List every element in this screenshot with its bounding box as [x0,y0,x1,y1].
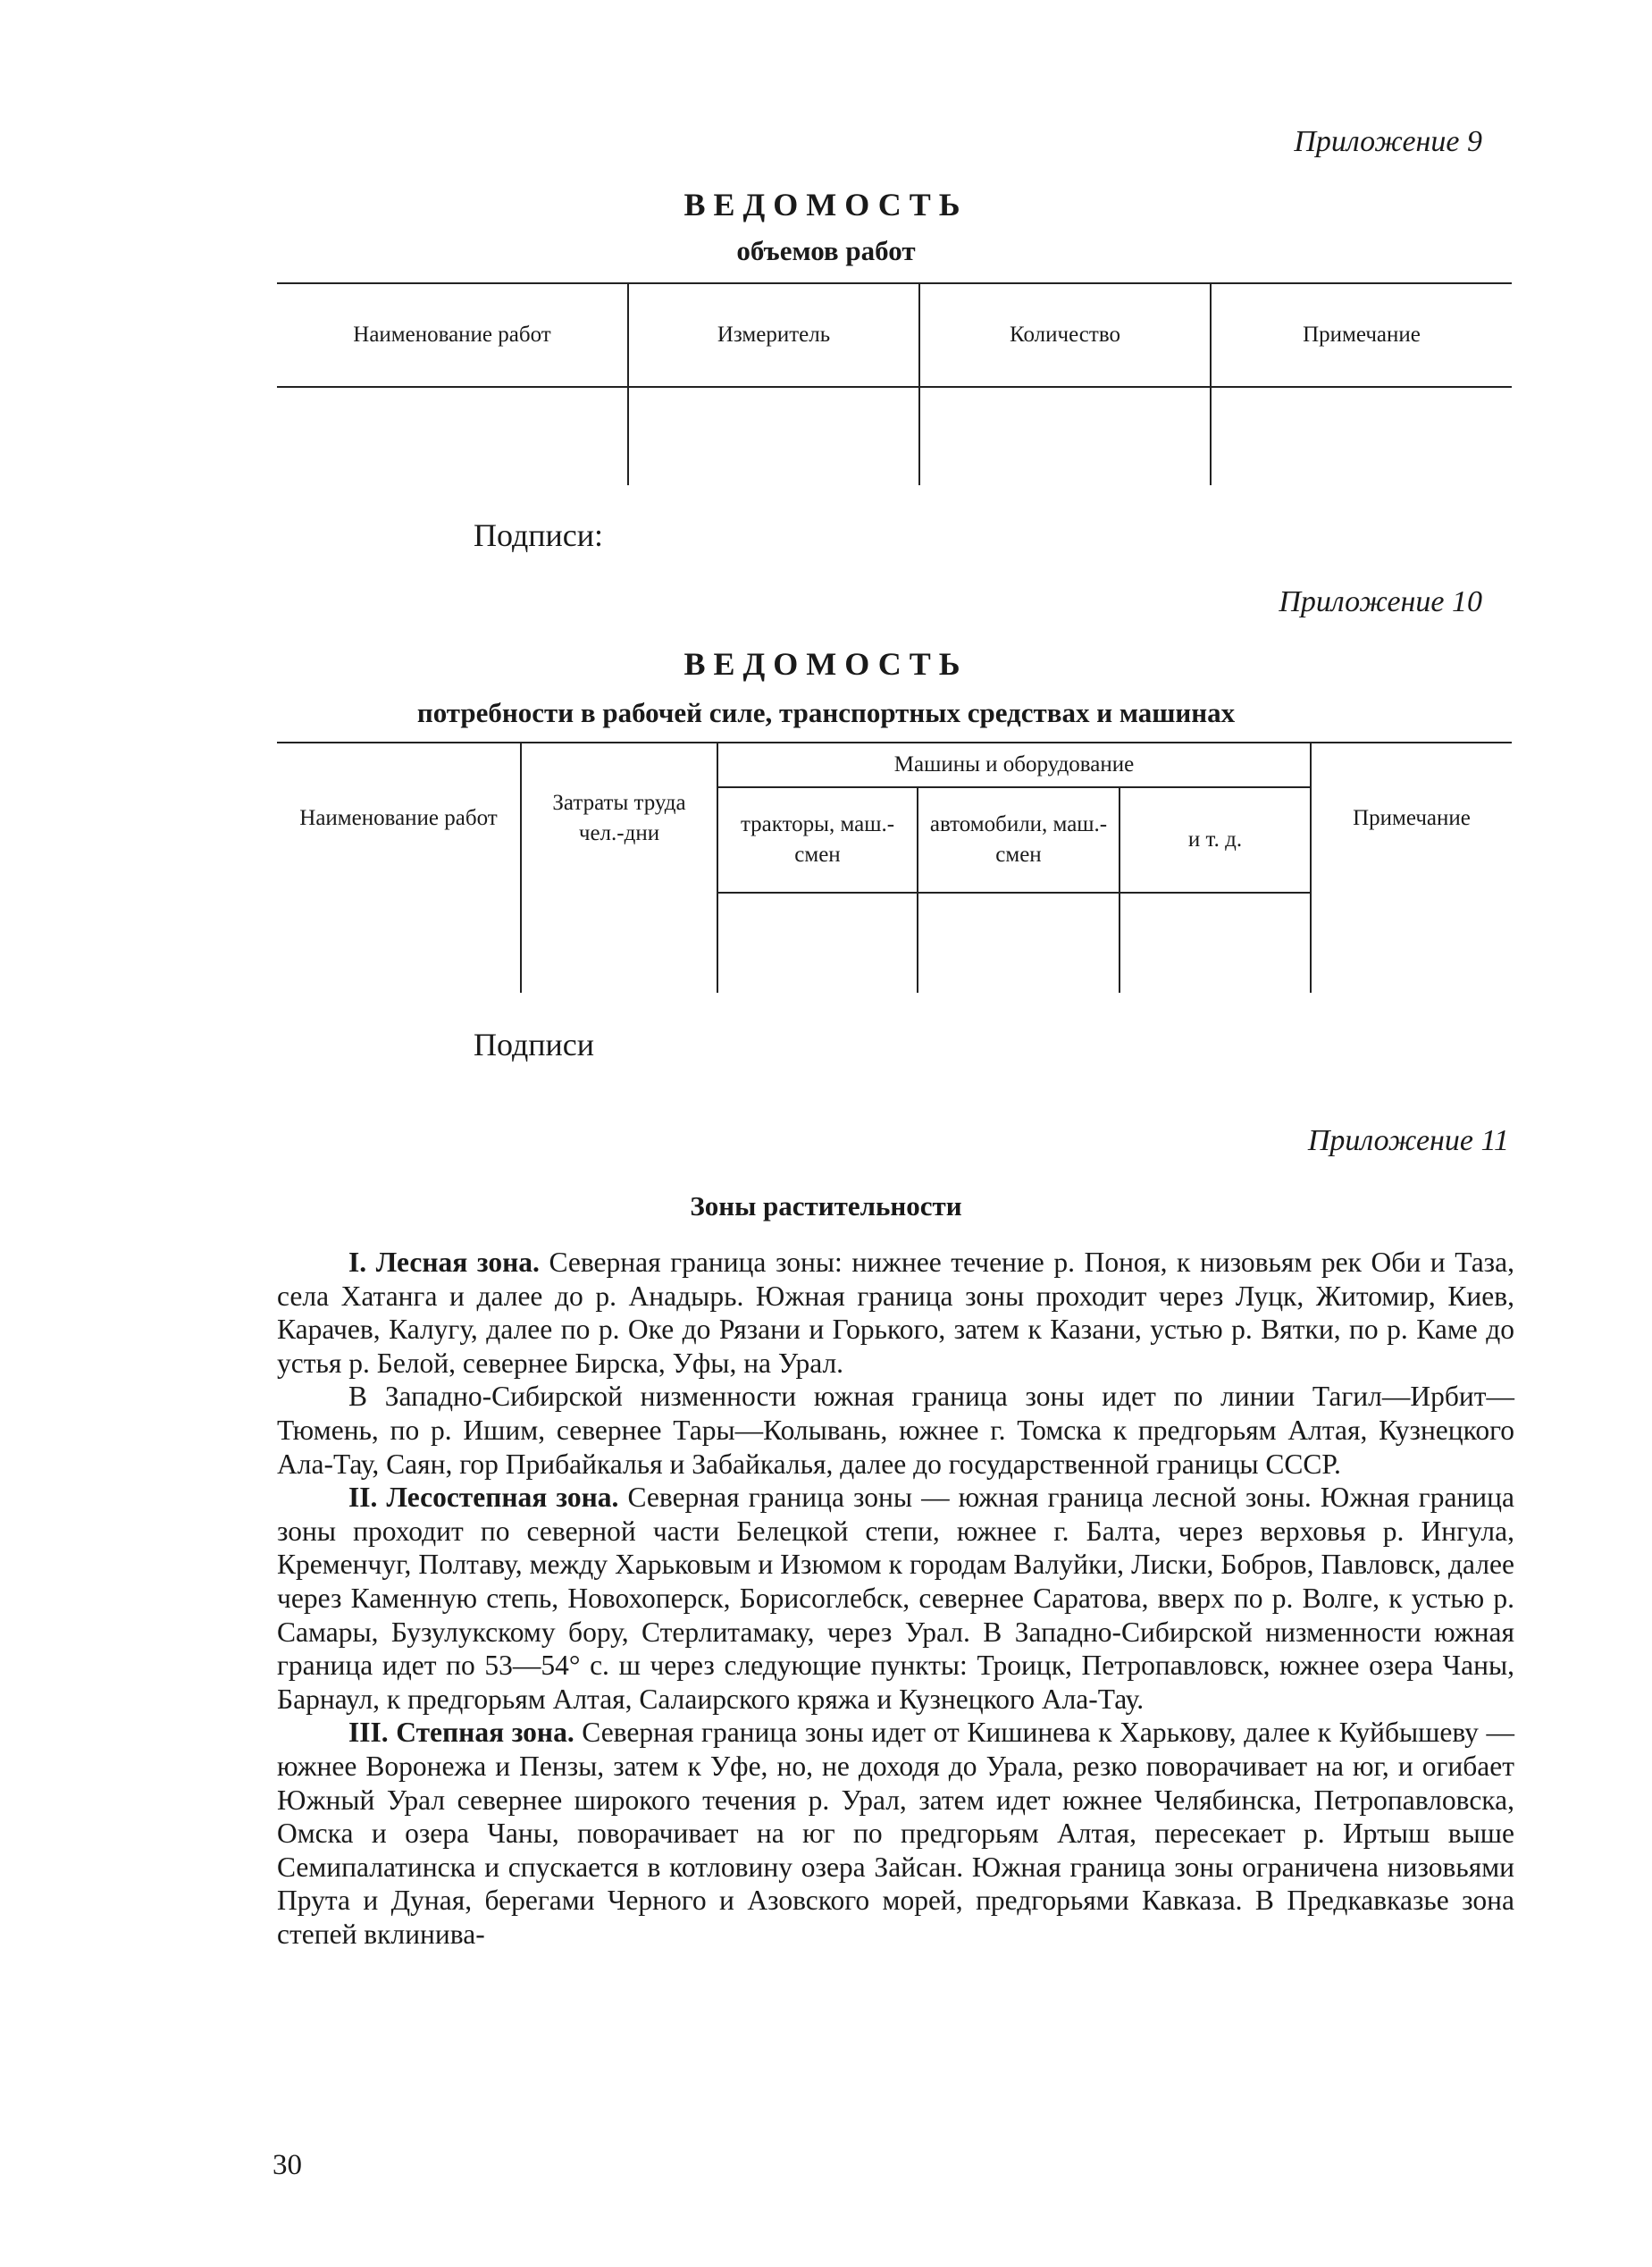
column-header: и т. д. [1120,787,1311,893]
signatures-label: Подписи [474,1027,595,1062]
column-header: Наименование работ [277,283,628,387]
column-header: Примечание [1311,743,1512,893]
signatures-label: Подписи: [474,517,604,553]
table-row [277,387,1512,485]
appendix-9-subtitle: объемов работ [736,235,916,266]
paragraph-heading: II. Лесостепная зона. [348,1482,619,1514]
paragraph-text: В Западно-Сибирской низменности южная граница зоны идет по линии Тагил—Ирбит—Тюмень, по р. Ишим, севернее Тары—Колывань, южнее г. Томска к предгорьям Алтая, Кузнецкого Ала-Тау, Саян, гор Прибайкалья и Забайкалья, далее до государственной границы СССР. [277,1381,1514,1480]
table-cell [919,387,1211,485]
column-group-header: Машины и оборудование [717,743,1311,787]
appendix-11-label: Приложение 11 [1307,1124,1509,1157]
table-cell [277,387,628,485]
paragraph-heading: III. Степная зона. [348,1717,574,1749]
table-cell [918,893,1120,993]
works-volume-table [277,282,1512,485]
zones-body [277,1246,1514,1951]
table-cell [277,893,521,993]
paragraph-steppe-zone [277,1716,1514,1951]
page-number: 30 [273,2149,302,2181]
column-header: Наименование работ [277,743,521,893]
appendix-9-title: ВЕДОМОСТЬ [683,187,969,223]
column-header: Затраты труда чел.-дни [521,743,717,893]
paragraph-west-siberia [277,1380,1514,1481]
paragraph-forest-zone [277,1246,1514,1380]
column-header: тракторы, маш.-смен [717,787,918,893]
appendix-9-label: Приложение 9 [1294,125,1482,158]
paragraph-text: Северная граница зоны — южная граница лесной зоны. Южная граница зоны проходит по северной части Белецкой степи, южнее г. Балта, через верховья р. Ингула, Кременчуг, Полтаву, между Харьковым и Изюмом к городам Валуйки, Лиски, Бобров, Павловск, далее через Каменную степь, Новохоперск, Борисоглебск, севернее Саратова, вверх по р. Волге, к устью р. Самары, Бузулукскому бору, Стерлитамаку, через Урал. В Западно-Сибирской низменности южная граница идет по 53—54° с. ш через следующие пункты: Троицк, Петропавловск, южнее озера Чаны, Барнаул, к предгорьям Алтая, Салаирского кряжа и Кузнецкого Ала-Тау. [277,1482,1515,1715]
table-cell [1311,893,1512,993]
appendix-10-subtitle: потребности в рабочей силе, транспортных средствах и машинах [416,697,1236,728]
table-row [277,893,1512,993]
column-header: Примечание [1211,283,1512,387]
appendix-10-label: Приложение 10 [1279,585,1482,618]
table-cell [521,893,717,993]
column-header: Измеритель [628,283,919,387]
appendix-10-title: ВЕДОМОСТЬ [683,646,969,682]
paragraph-text: Северная граница зоны: нижнее течение р. Поноя, к низовьям рек Оби и Таза, села Хатанга и далее до р. Анадырь. Южная граница зоны проходит через Луцк, Житомир, Киев, Карачев, Калугу, далее по р. Оке до Рязани и Горького, затем к Казани, устью р. Вятки, по р. Каме до устья р. Белой, севернее Бирска, Уфы, на Урал. [277,1247,1514,1379]
paragraph-heading: I. Лесная зона. [348,1247,540,1278]
paragraph-text: Северная граница зоны идет от Кишинева к Харькову, далее к Куйбышеву — южнее Воронежа и Пензы, затем к Уфе, но, не доходя до Урала, резко поворачивает на юг, и огибает Южный Урал севернее широкого течения р. Урал, затем идет южнее Челябинска, Петропавловска, Омска и озера Чаны, поворачивает на юг по предгорьям Алтая, пересекает р. Иртыш выше Семипалатинска и спускается в котловину озера Зайсан. Южная граница зоны ограничена низовьями Прута и Дуная, берегами Черного и Азовского морей, предгорьями Кавказа. В Предкавказье зона степей вклинива- [277,1717,1515,1950]
table-cell [628,387,919,485]
table-cell [1120,893,1311,993]
column-header: автомобили, маш.-смен [918,787,1120,893]
table-cell [717,893,918,993]
zones-title: Зоны растительности [690,1190,962,1222]
resources-need-table [277,742,1512,993]
table-cell [1211,387,1512,485]
paragraph-forest-steppe-zone [277,1481,1514,1716]
column-header: Количество [919,283,1211,387]
